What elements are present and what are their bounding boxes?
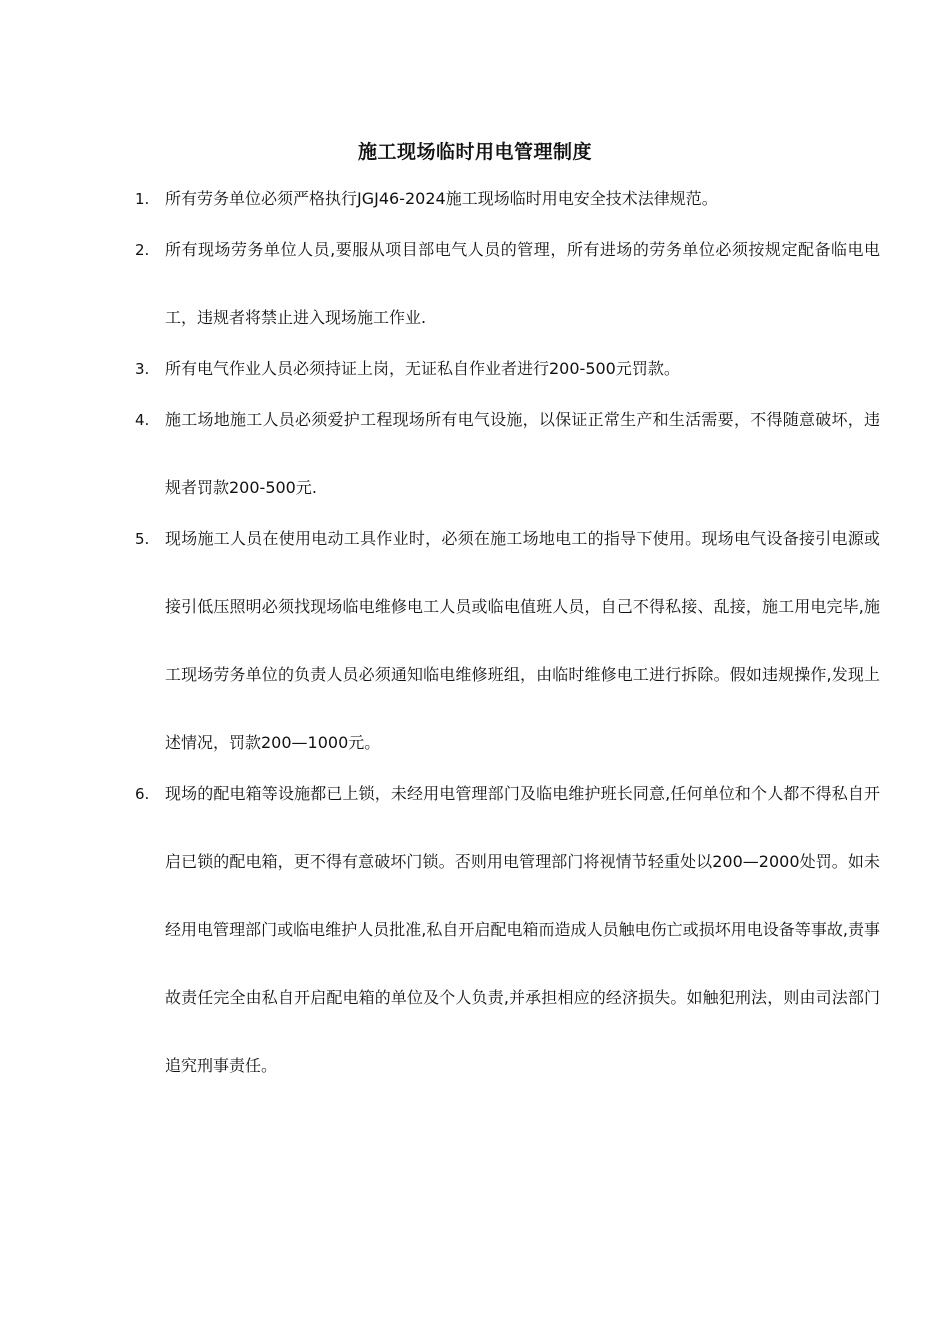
rule-text: 所有劳务单位必须严格执行JGJ46-2024施工现场临时用电安全技术法律规范。 bbox=[165, 189, 718, 208]
rule-number: 1. bbox=[135, 190, 150, 208]
rule-text: 所有电气作业人员必须持证上岗，无证私自作业者进行200-500元罚款。 bbox=[165, 359, 680, 378]
rules-list bbox=[135, 182, 880, 1100]
document-title: 施工现场临时用电管理制度 bbox=[357, 141, 592, 163]
rule-text: 现场的配电箱等设施都已上锁，未经用电管理部门及临电维护班长同意,任何单位和个人都不得私自开启已锁的配电箱，更不得有意破坏门锁。否则用电管理部门将视情节轻重处以200—2000处罚。如未经用电管理部门或临电维护人员批准,私自开启配电箱而造成人员触电伤亡或损坏用电设备等事故,责事故责任完全由私自开启配电箱的单位及个人负责,并承担相应的经济损失。如触犯刑法，则由司法部门追究刑事责任。 bbox=[165, 784, 880, 1075]
rule-text: 现场施工人员在使用电动工具作业时，必须在施工场地电工的指导下使用。现场电气设备接引电源或接引低压照明必须找现场临电维修电工人员或临电值班人员，自己不得私接、乱接，施工用电完毕,施工现场劳务单位的负责人员必须通知临电维修班组，由临时维修电工进行拆除。假如违规操作,发现上述情况，罚款200—1000元。 bbox=[165, 529, 880, 752]
rule-number: 5. bbox=[135, 530, 150, 548]
rule-item-2 bbox=[135, 216, 880, 352]
rule-item-4 bbox=[135, 386, 880, 522]
rule-number: 3. bbox=[135, 360, 150, 378]
rule-number: 2. bbox=[135, 241, 150, 259]
rule-text: 所有现场劳务单位人员,要服从项目部电气人员的管理，所有进场的劳务单位必须按规定配备临电电工，违规者将禁止进入现场施工作业. bbox=[165, 240, 880, 327]
rule-item-6 bbox=[135, 760, 880, 1100]
rule-item-5 bbox=[135, 505, 880, 777]
rule-text: 施工场地施工人员必须爱护工程现场所有电气设施，以保证正常生产和生活需要，不得随意破坏，违规者罚款200-500元. bbox=[165, 410, 880, 497]
rule-number: 6. bbox=[135, 785, 150, 803]
rule-number: 4. bbox=[135, 411, 150, 429]
